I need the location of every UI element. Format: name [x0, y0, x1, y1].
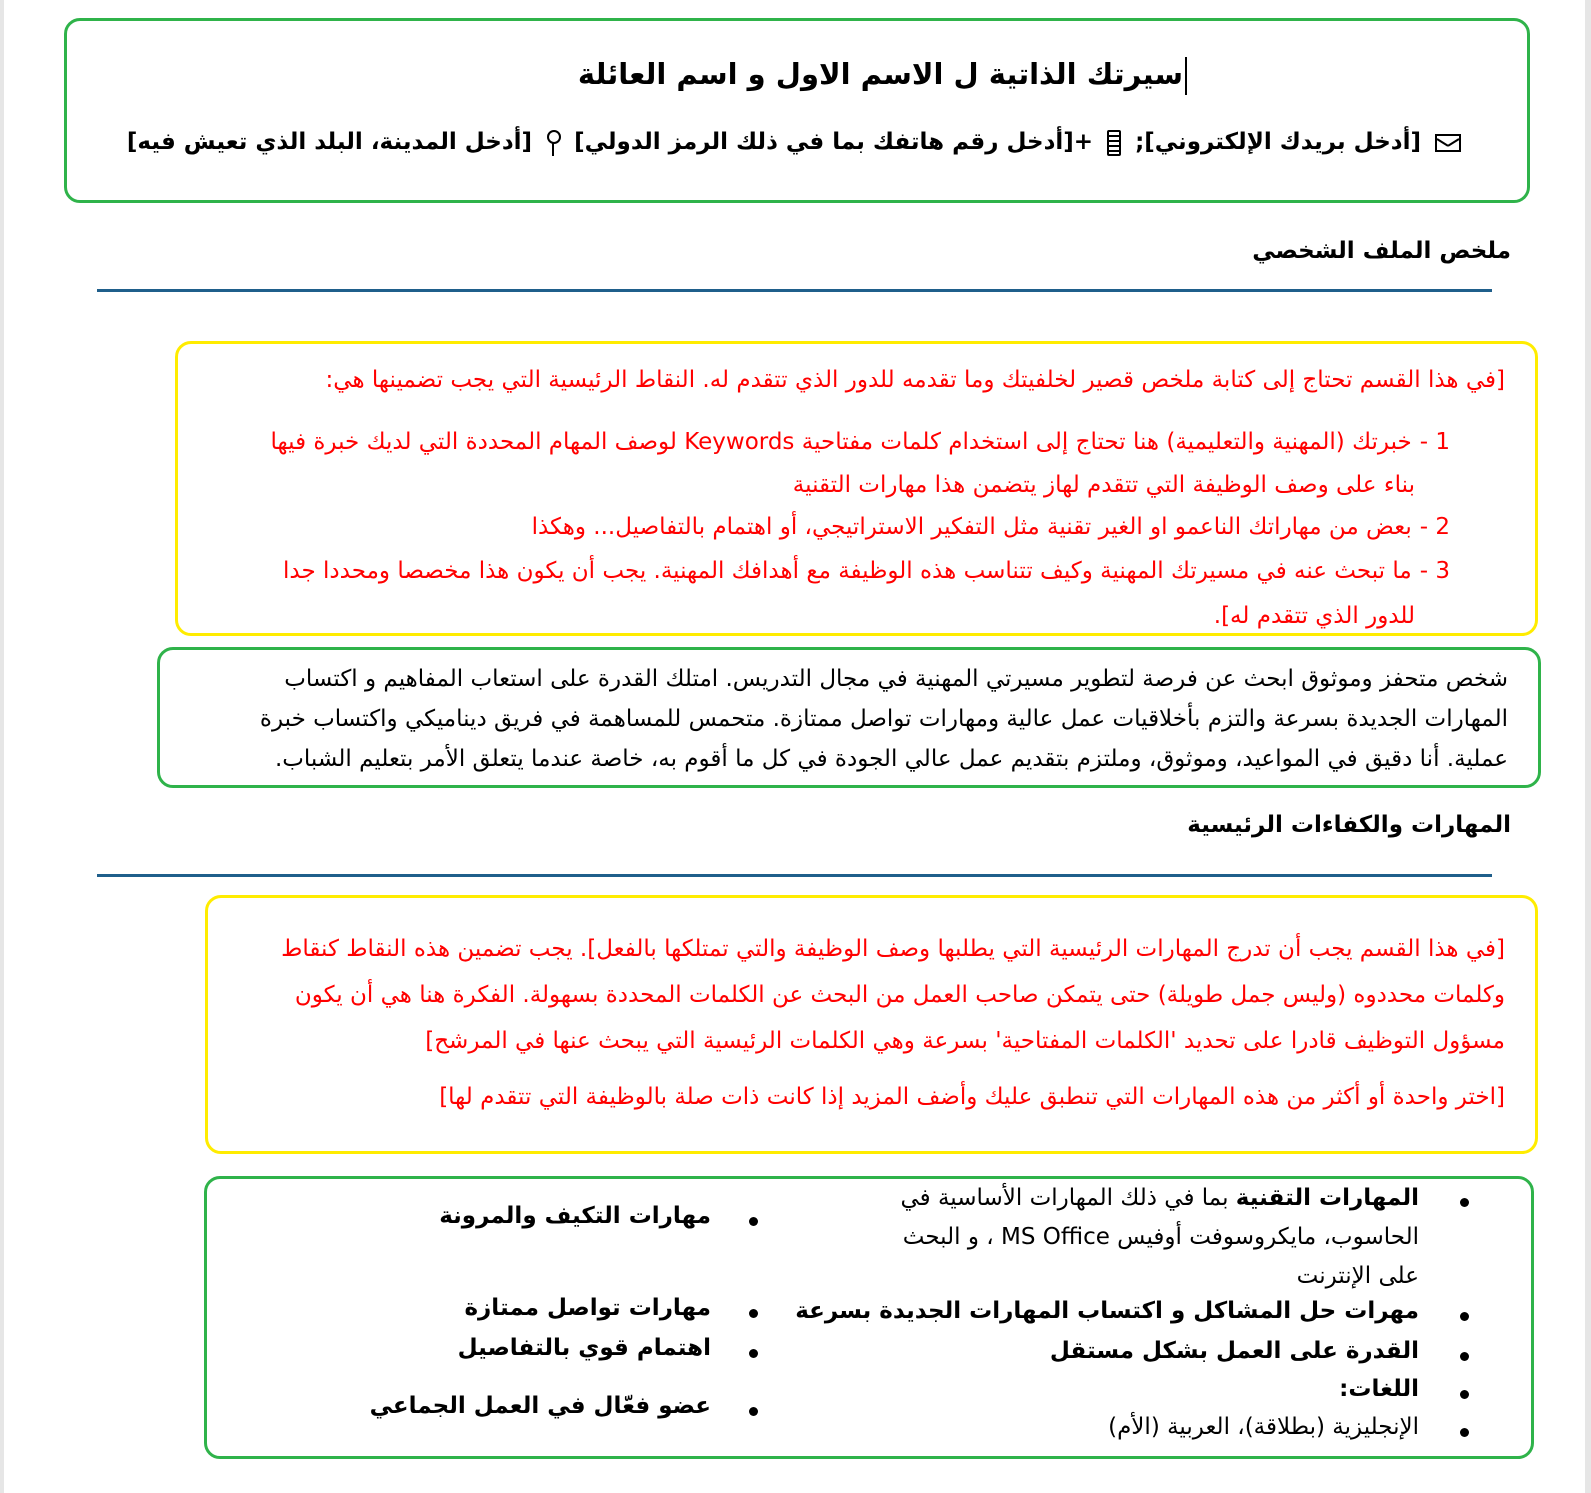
skills-instruction-line: [اختر واحدة أو أكثر من هذه المهارات التي تنطبق عليك وأضف المزيد إذا كانت ذات صلة بالوظيفة التي تتقدم لها]: [439, 1084, 1505, 1110]
cv-title[interactable]: [578, 57, 1187, 95]
phone-icon: [1107, 130, 1121, 156]
page-edge-left: [0, 0, 4, 1493]
summary-instructions-box: [175, 341, 1538, 636]
instruction-point-3: [283, 558, 1450, 584]
skill-detail: بما في ذلك المهارات الأساسية في: [900, 1185, 1236, 1211]
skills-list-box: [204, 1176, 1534, 1459]
skill-item-technical-cont: الحاسوب، مايكروسوفت أوفيس MS Office ، و البحث: [902, 1224, 1419, 1250]
section-rule: [97, 289, 1492, 292]
skill-item-languages-detail[interactable]: الإنجليزية (بطلاقة)، العربية (الأم): [1108, 1414, 1419, 1440]
summary-heading: ملخص الملف الشخصي: [1252, 238, 1511, 264]
email-placeholder[interactable]: [أدخل بريدك الإلكتروني];: [1135, 129, 1421, 155]
page-edge-right: [1585, 0, 1591, 1493]
skill-item-technical[interactable]: [900, 1185, 1419, 1211]
skill-item-languages[interactable]: اللغات:: [1339, 1376, 1419, 1402]
skills-instructions-box: [205, 895, 1538, 1154]
point-text: ما تبحث عنه في مسيرتك المهنية وكيف تتناسب هذه الوظيفة مع أهدافك المهنية. يجب أن يكون هذا مخصصا ومحددا جدا: [283, 558, 1412, 584]
point-number: 1 -: [1419, 429, 1450, 455]
skill-item-adaptability[interactable]: مهارات التكيف والمرونة: [439, 1203, 711, 1229]
skills-instruction-line: [في هذا القسم يجب أن تدرج المهارات الرئيسية التي يطلبها وصف الوظيفة والتي تمتلكها بالفعل]. يجب تضمين هذه النقاط كنقاط: [281, 936, 1505, 962]
skills-instruction-line: مسؤول التوظيف قادرا على تحديد 'الكلمات المفتاحية' بسرعة وهي الكلمات الرئيسية التي يبحث عنها في المرشح]: [425, 1028, 1505, 1054]
instruction-point-3-cont: للدور الذي تتقدم له].: [1213, 603, 1415, 629]
cv-title-text: سيرتك الذاتية ل الاسم الاول و اسم العائلة: [577, 57, 1183, 91]
bullet-icon: [1460, 1352, 1469, 1361]
section-rule: [97, 874, 1492, 877]
point-text: بعض من مهاراتك الناعمو او الغير تقنية مثل التفكير الاستراتيجي، أو اهتمام بالتفاصيل... وهكذا: [531, 514, 1412, 540]
text-cursor: [1185, 57, 1187, 95]
skill-item-attention-to-detail[interactable]: اهتمام قوي بالتفاصيل: [457, 1335, 711, 1361]
summary-text-box: [157, 647, 1541, 788]
summary-line[interactable]: عملية. أنا دقيق في المواعيد، وموثوق، وملتزم بتقديم عمل عالي الجودة في كل ما أقوم به، خاصة عندما يتعلق الأمر بتعليم الشباب.: [274, 746, 1508, 772]
bullet-icon: [749, 1407, 758, 1416]
skill-item-problem-solving[interactable]: مهرات حل المشاكل و اكتساب المهارات الجديدة بسرعة: [795, 1298, 1419, 1324]
key-icon: [546, 130, 560, 156]
contact-line: [127, 129, 1467, 156]
instruction-point-1: [271, 429, 1450, 455]
bullet-icon: [1460, 1198, 1469, 1207]
skill-label: المهارات التقنية: [1235, 1185, 1419, 1211]
bullet-icon: [1460, 1428, 1469, 1437]
bullet-icon: [749, 1217, 758, 1226]
summary-instructions-intro: [في هذا القسم تحتاج إلى كتابة ملخص قصير لخلفيتك وما تقدمه للدور الذي تتقدم له. النقاط الرئيسية التي يجب تضمينها هي:: [325, 367, 1505, 393]
instruction-point-2: [532, 514, 1450, 540]
skill-item-communication[interactable]: مهارات تواصل ممتازة: [464, 1295, 711, 1321]
bullet-icon: [1460, 1312, 1469, 1321]
point-text: خبرتك (المهنية والتعليمية) هنا تحتاج إلى استخدام كلمات مفتاحية Keywords لوصف المهام المحددة التي لديك خبرة فيها: [270, 429, 1412, 455]
point-number: 3 -: [1419, 558, 1450, 584]
summary-line[interactable]: المهارات الجديدة بسرعة والتزم بأخلاقيات عمل عالية ومهارات تواصل ممتازة. متحمس للمساهمة في فريق ديناميكي واكتساب خبرة: [259, 706, 1508, 732]
bullet-icon: [1460, 1390, 1469, 1399]
location-placeholder[interactable]: [أدخل المدينة، البلد الذي تعيش فيه]: [126, 129, 533, 155]
summary-line[interactable]: شخص متحفز وموثوق ابحث عن فرصة لتطوير مسيرتي المهنية في مجال التدريس. امتلك القدرة على استعاب المفاهيم و اكتساب: [284, 666, 1508, 692]
skill-item-teamwork[interactable]: عضو فعّال في العمل الجماعي: [369, 1393, 711, 1419]
skills-instruction-line: وكلمات محددوه (وليس جمل طويلة) حتى يتمكن صاحب العمل من البحث عن الكلمات المحددة بسهولة. الفكرة هنا هي أن يكون: [294, 982, 1505, 1008]
bullet-icon: [749, 1309, 758, 1318]
skill-item-technical-cont: على الإنترنت: [1296, 1263, 1419, 1289]
bullet-icon: [749, 1349, 758, 1358]
instruction-point-1-cont: بناء على وصف الوظيفة التي تتقدم لهاز يتضمن هذا مهارات التقنية: [792, 472, 1415, 498]
skills-heading: المهارات والكفاءات الرئيسية: [1187, 812, 1511, 838]
envelope-icon: [1435, 134, 1461, 152]
point-number: 2 -: [1419, 514, 1450, 540]
skill-item-independent[interactable]: القدرة على العمل بشكل مستقل: [1049, 1338, 1419, 1364]
phone-placeholder[interactable]: +[أدخل رقم هاتفك بما في ذلك الرمز الدولي]: [574, 129, 1094, 155]
header-box: [64, 18, 1530, 203]
